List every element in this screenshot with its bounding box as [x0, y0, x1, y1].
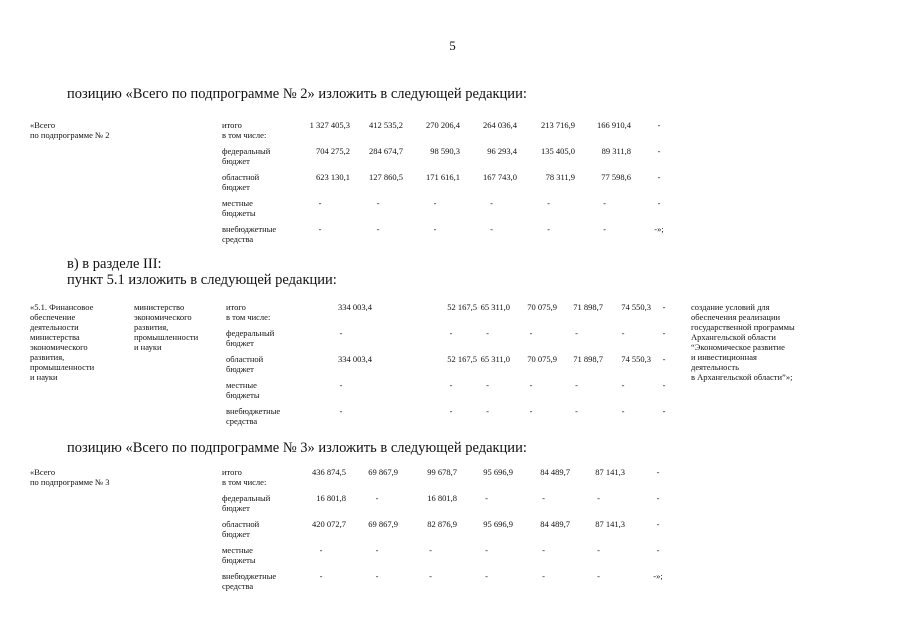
heading-subprogram-2: позицию «Всего по подпрограмме № 2» изложить в следующей редакции: — [67, 86, 527, 102]
table-cell-value: - — [433, 224, 437, 234]
table-cell-value: - — [529, 406, 533, 416]
table-cell-value: 16 801,8 — [427, 493, 457, 503]
table-cell-value: - — [603, 198, 606, 208]
table-cell-value: - — [375, 545, 379, 555]
table-cell-value: - — [597, 571, 600, 581]
table-cell-value: - — [375, 493, 379, 503]
table-cell-value: - — [490, 198, 493, 208]
funding-source-label: федеральный бюджет — [226, 328, 275, 348]
table-cell-value: 89 311,8 — [601, 146, 631, 156]
table-cell-value: - — [662, 328, 666, 338]
table-cell-value: 171 616,1 — [426, 172, 460, 182]
table-cell-value: - — [485, 571, 488, 581]
table-cell-value: 84 489,7 — [540, 519, 570, 529]
table-cell-value: - — [339, 328, 343, 338]
table-cell-value: - — [376, 198, 380, 208]
table-cell-value: 334 003,4 — [338, 354, 372, 364]
table-cell-value: 65 311,0 — [480, 302, 510, 312]
table-cell-value: - — [375, 571, 379, 581]
table-cell-value: 74 550,3 — [621, 302, 651, 312]
table-cell-value: 623 130,1 — [316, 172, 350, 182]
table-cell-value: 213 716,9 — [541, 120, 575, 130]
table-cell-value: - — [597, 545, 600, 555]
funding-source-label: областной бюджет — [222, 172, 260, 192]
table-cell-value: 87 141,3 — [595, 467, 625, 477]
table-cell-value: - — [657, 172, 661, 182]
table-cell-value: 71 898,7 — [573, 302, 603, 312]
table-cell-value: 69 867,9 — [368, 519, 398, 529]
table-cell-value: - — [319, 571, 323, 581]
table-cell-value: 71 898,7 — [573, 354, 603, 364]
table-cell-value: - — [433, 198, 437, 208]
table-cell-value: - — [485, 493, 488, 503]
row-label: «Всего по подпрограмме № 2 — [30, 120, 110, 140]
funding-source-label: итого в том числе: — [226, 302, 271, 322]
table-cell-value: - — [575, 380, 578, 390]
table-cell-value: 70 075,9 — [527, 302, 557, 312]
table-cell-value: 87 141,3 — [595, 519, 625, 529]
table-cell-value: - — [656, 519, 660, 529]
table-cell-value: 420 072,7 — [312, 519, 346, 529]
table-cell-value: 77 598,6 — [601, 172, 631, 182]
table-cell-value: - — [486, 406, 489, 416]
table-cell-value: - — [339, 380, 343, 390]
table-cell-value: 704 275,2 — [316, 146, 350, 156]
table-cell-value: -»; — [653, 571, 663, 581]
table-cell-value: - — [529, 328, 533, 338]
table-cell-value: - — [656, 467, 660, 477]
table-cell-value: 52 167,5 — [447, 354, 477, 364]
funding-source-label: внебюджетные средства — [222, 224, 277, 244]
table-cell-value: 65 311,0 — [480, 354, 510, 364]
table-cell-value: - — [376, 224, 380, 234]
result-cell: создание условий для обеспечения реализации государственной программы Архангельской области “Экономическое развитие и инвестиционная деятельность в Архангельской области”»; — [691, 302, 795, 382]
table-cell-value: 70 075,9 — [527, 354, 557, 364]
table-cell-value: - — [449, 380, 453, 390]
table-cell-value: 98 590,3 — [430, 146, 460, 156]
table-cell-value: - — [662, 302, 666, 312]
table-cell-value: - — [603, 224, 606, 234]
funding-source-label: местные бюджеты — [226, 380, 260, 400]
table-cell-value: 95 696,9 — [483, 467, 513, 477]
table-cell-value: 99 678,7 — [427, 467, 457, 477]
table-cell-value: - — [429, 571, 432, 581]
table-cell-value: - — [542, 493, 545, 503]
table-cell-value: 96 293,4 — [487, 146, 517, 156]
table-cell-value: - — [547, 198, 550, 208]
table-cell-value: - — [486, 380, 489, 390]
table-cell-value: - — [542, 545, 545, 555]
table-cell-value: - — [621, 380, 625, 390]
heading-item-5-1: пункт 5.1 изложить в следующей редакции: — [67, 272, 337, 288]
table-cell-value: - — [542, 571, 545, 581]
table-cell-value: - — [662, 354, 666, 364]
funding-source-label: федеральный бюджет — [222, 146, 271, 166]
page-number: 5 — [449, 38, 456, 53]
table-cell-value: - — [319, 545, 323, 555]
table-cell-value: 74 550,3 — [621, 354, 651, 364]
table-cell-value: - — [318, 224, 322, 234]
funding-source-label: местные бюджеты — [222, 198, 256, 218]
funding-source-label: внебюджетные средства — [222, 571, 277, 591]
table-cell-value: - — [485, 545, 488, 555]
table-cell-value: - — [621, 328, 625, 338]
table-cell-value: - — [339, 406, 343, 416]
table-cell-value: - — [318, 198, 322, 208]
table-cell-value: - — [657, 198, 661, 208]
table-cell-value: 127 860,5 — [369, 172, 403, 182]
table-cell-value: 284 674,7 — [369, 146, 403, 156]
table-cell-value: - — [449, 406, 453, 416]
table-cell-value: - — [657, 146, 661, 156]
table-cell-value: -»; — [654, 224, 664, 234]
funding-source-label: итого в том числе: — [222, 120, 267, 140]
table-cell-value: - — [529, 380, 533, 390]
table-cell-value: - — [662, 380, 666, 390]
table-cell-value: - — [656, 493, 660, 503]
table-cell-value: 270 206,4 — [426, 120, 460, 130]
table-cell-value: - — [657, 120, 661, 130]
heading-subprogram-3: позицию «Всего по подпрограмме № 3» изложить в следующей редакции: — [67, 440, 527, 456]
funding-source-label: областной бюджет — [222, 519, 260, 539]
table-cell-value: - — [662, 406, 666, 416]
table-cell-value: - — [621, 406, 625, 416]
funding-source-label: местные бюджеты — [222, 545, 256, 565]
table-cell-value: 166 910,4 — [597, 120, 631, 130]
row-label: «5.1. Финансовое обеспечение деятельности министерства экономического развития, промышленности и науки — [30, 302, 95, 382]
table-cell-value: 16 801,8 — [316, 493, 346, 503]
table-cell-value: 436 874,5 — [312, 467, 346, 477]
funding-source-label: внебюджетные средства — [226, 406, 281, 426]
table-cell-value: 78 311,9 — [545, 172, 575, 182]
table-cell-value: - — [656, 545, 660, 555]
funding-source-label: итого в том числе: — [222, 467, 267, 487]
table-cell-value: 264 036,4 — [483, 120, 517, 130]
table-cell-value: - — [449, 328, 453, 338]
table-cell-value: 1 327 405,3 — [309, 120, 350, 130]
funding-source-label: федеральный бюджет — [222, 493, 271, 513]
table-cell-value: 412 535,2 — [369, 120, 403, 130]
table-cell-value: - — [575, 328, 578, 338]
table-cell-value: 82 876,9 — [427, 519, 457, 529]
table-cell-value: - — [429, 545, 432, 555]
heading-section-3: в) в разделе III: — [67, 256, 162, 272]
funding-source-label: областной бюджет — [226, 354, 264, 374]
table-cell-value: 167 743,0 — [483, 172, 517, 182]
table-cell-value: 334 003,4 — [338, 302, 372, 312]
table-cell-value: 135 405,0 — [541, 146, 575, 156]
table-cell-value: 95 696,9 — [483, 519, 513, 529]
table-cell-value: - — [575, 406, 578, 416]
table-cell-value: - — [486, 328, 489, 338]
table-cell-value: 69 867,9 — [368, 467, 398, 477]
table-cell-value: - — [597, 493, 600, 503]
table-cell-value: 52 167,5 — [447, 302, 477, 312]
table-cell-value: - — [547, 224, 550, 234]
table-cell-value: - — [490, 224, 493, 234]
table-cell-value: 84 489,7 — [540, 467, 570, 477]
executor-cell: министерство экономического развития, промышленности и науки — [134, 302, 199, 352]
row-label: «Всего по подпрограмме № 3 — [30, 467, 110, 487]
